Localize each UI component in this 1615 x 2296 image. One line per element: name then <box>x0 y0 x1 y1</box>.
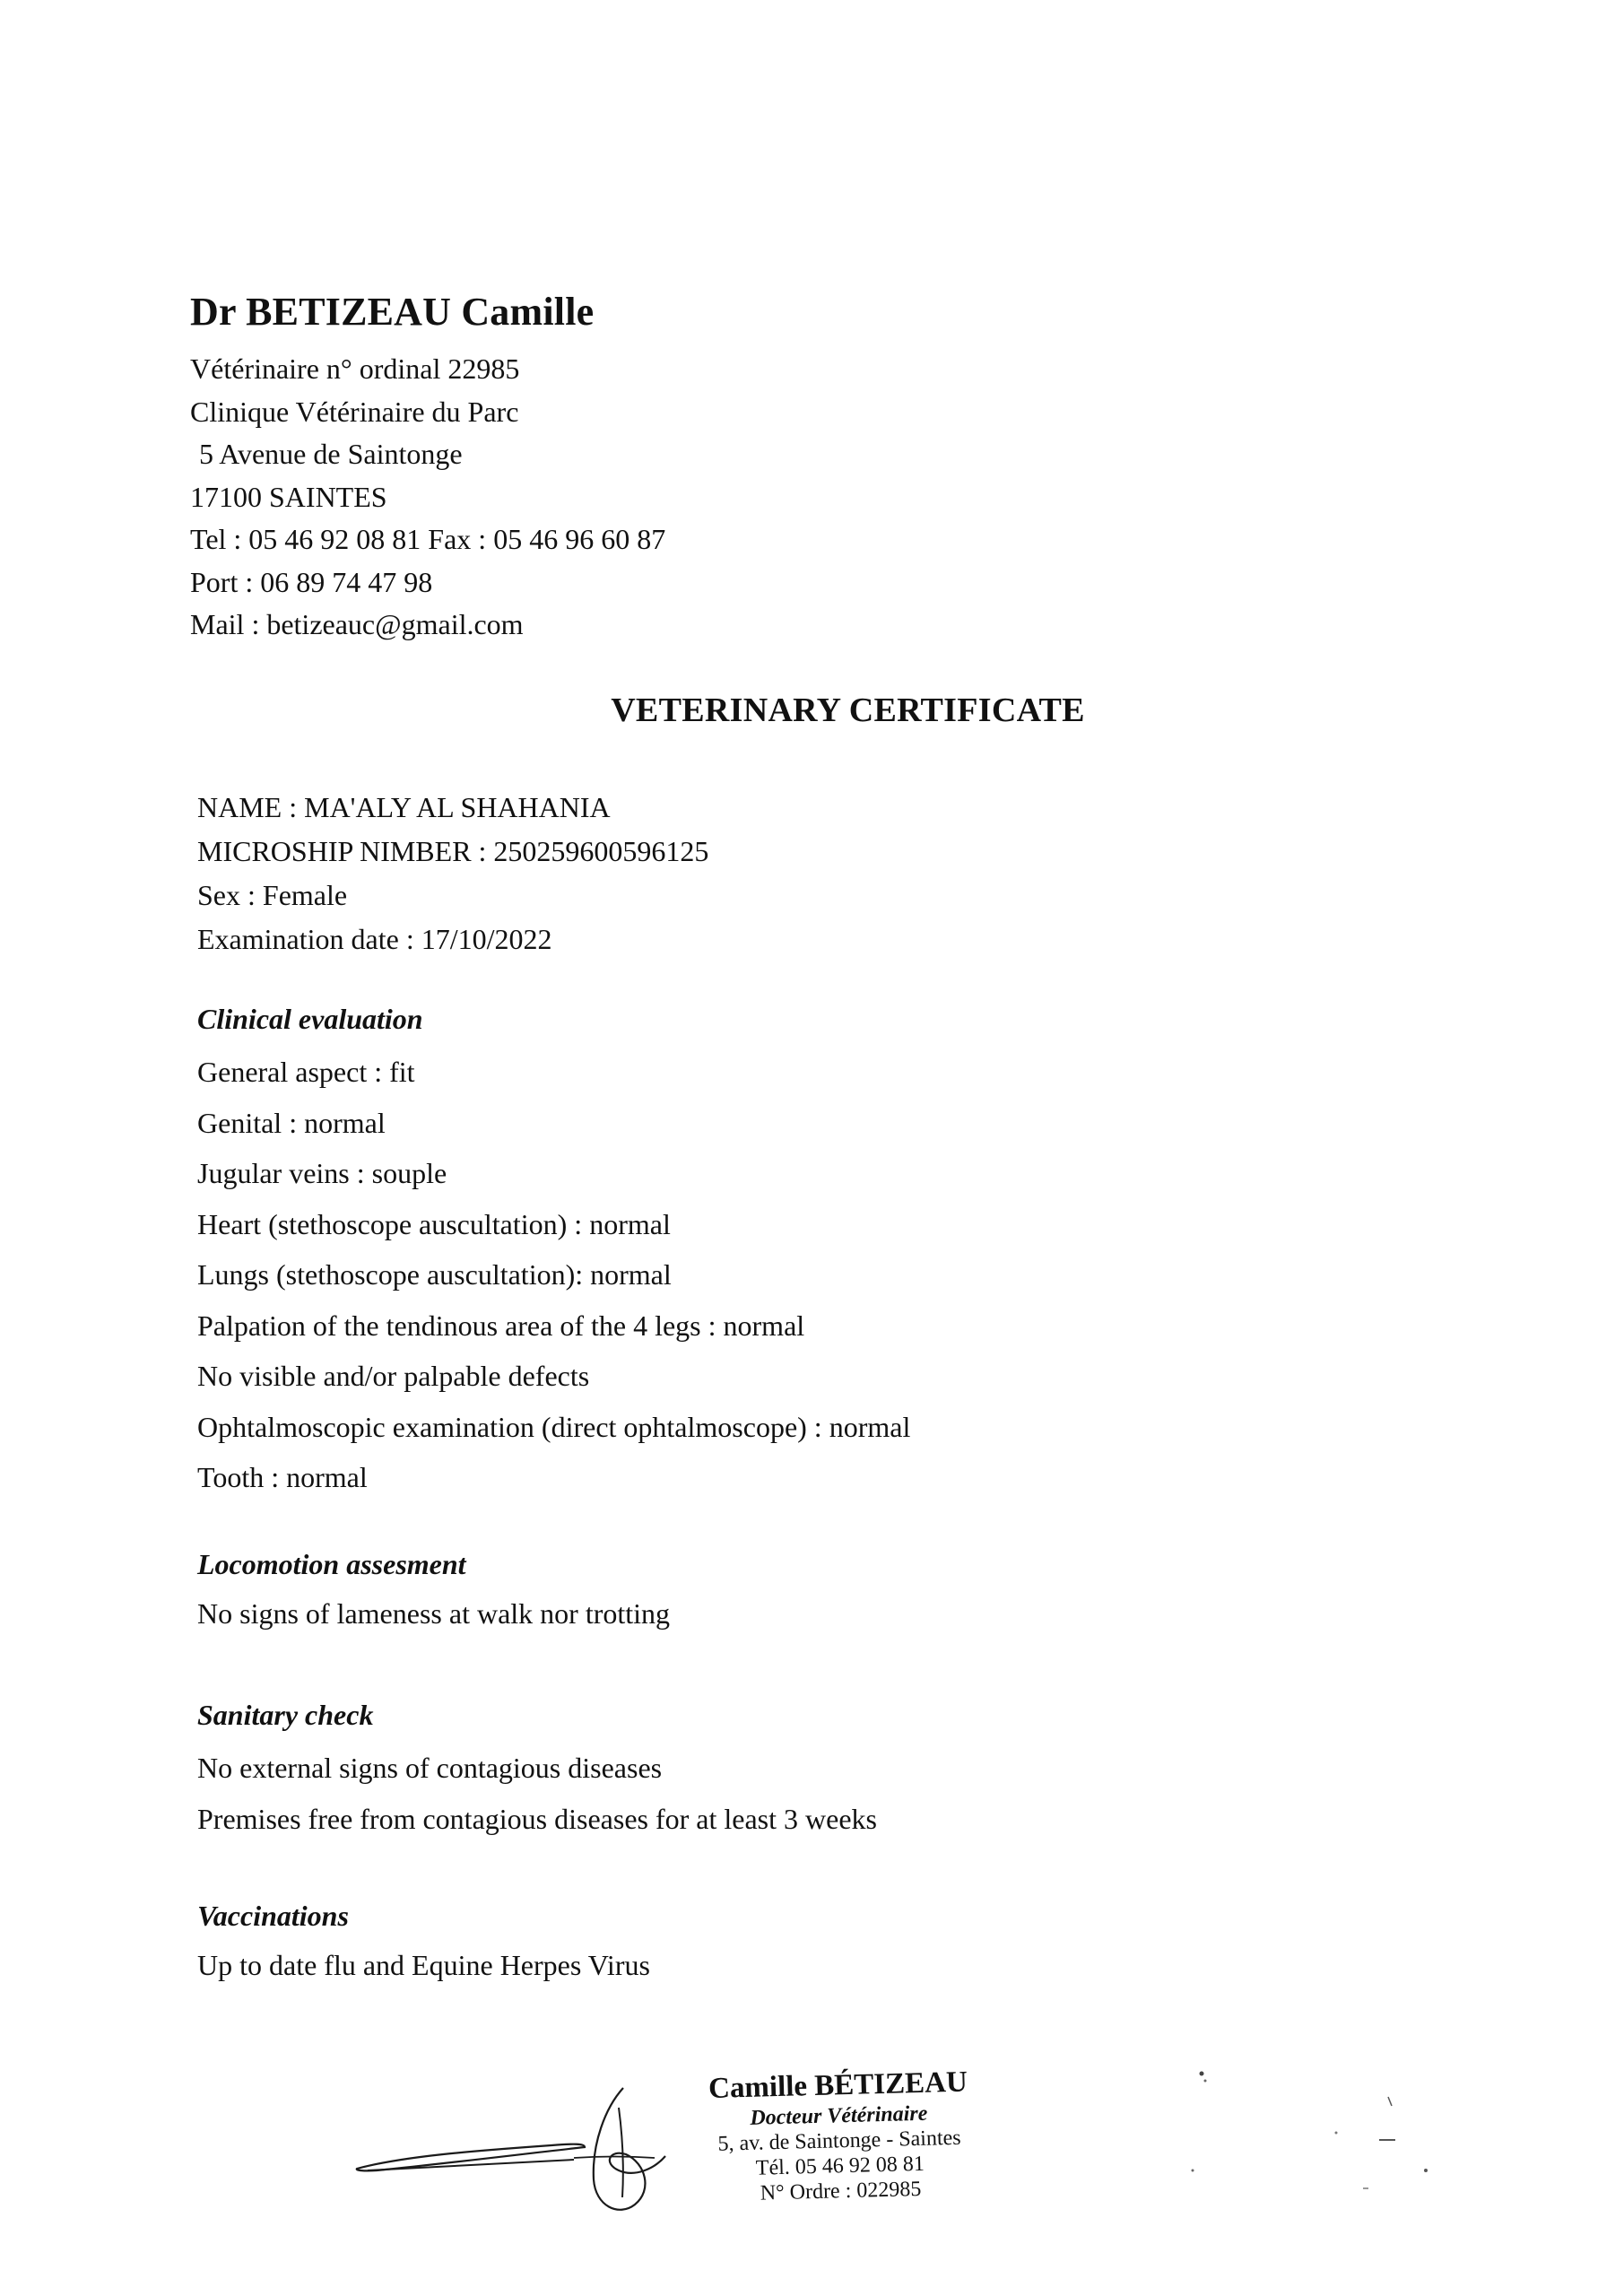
vet-stamp <box>676 2064 1003 2208</box>
clinical-section <box>197 996 1273 1503</box>
clinical-item: Tooth : normal <box>197 1461 368 1493</box>
clinical-item: General aspect : fit <box>197 1056 415 1088</box>
patient-microchip: MICROSHIP NIMBER : 250259600596125 <box>197 835 709 867</box>
stamp-name: Camille BÉTIZEAU <box>708 2066 968 2106</box>
clinical-title: Clinical evaluation <box>197 1003 423 1035</box>
stamp-role: Docteur Vétérinaire <box>750 2101 928 2130</box>
certificate-title: VETERINARY CERTIFICATE <box>611 691 1085 729</box>
clinical-item: Genital : normal <box>197 1106 386 1139</box>
locomotion-title: Locomotion assesment <box>197 1548 466 1580</box>
locomotion-section <box>197 1542 1273 1636</box>
header-address: 5 Avenue de Saintonge <box>199 438 463 470</box>
vaccinations-item: Up to date flu and Equine Herpes Virus <box>197 1949 650 1981</box>
clinical-item: Jugular veins : souple <box>197 1157 447 1189</box>
patient-exam-date: Examination date : 17/10/2022 <box>197 923 552 955</box>
header-license: Vétérinaire n° ordinal 22985 <box>190 352 520 385</box>
clinical-item: Palpation of the tendinous area of the 4 legs : normal <box>197 1309 805 1342</box>
sanitary-item: Premises free from contagious diseases for at least 3 weeks <box>197 1802 877 1835</box>
vet-header <box>190 285 997 647</box>
sanitary-title: Sanitary check <box>197 1699 374 1731</box>
stamp-address: 5, av. de Saintonge - Saintes <box>717 2126 961 2156</box>
stamp-order-number: N° Ordre : 022985 <box>760 2177 922 2205</box>
header-city: 17100 SAINTES <box>190 480 387 513</box>
header-mobile: Port : 06 89 74 47 98 <box>190 565 433 598</box>
handwritten-signature <box>350 2081 708 2224</box>
header-phone-fax: Tel : 05 46 92 08 81 Fax : 05 46 96 60 87 <box>190 523 666 555</box>
sanitary-item: No external signs of contagious diseases <box>197 1752 663 1784</box>
patient-sex: Sex : Female <box>197 879 348 911</box>
clinical-item: No visible and/or palpable defects <box>197 1360 590 1392</box>
doctor-name: Dr BETIZEAU Camille <box>190 290 595 334</box>
scan-specks <box>1184 2054 1453 2206</box>
clinical-item: Lungs (stethoscope auscultation): normal <box>197 1258 672 1291</box>
clinical-item: Ophtalmoscopic examination (direct ophtalmoscope) : normal <box>197 1410 911 1443</box>
vaccinations-title: Vaccinations <box>197 1900 349 1932</box>
vaccinations-section <box>197 1893 1273 1987</box>
patient-name: NAME : MA'ALY AL SHAHANIA <box>197 791 611 823</box>
sanitary-section <box>197 1692 1273 1844</box>
header-clinic: Clinique Vétérinaire du Parc <box>190 395 519 428</box>
locomotion-item: No signs of lameness at walk nor trotting <box>197 1597 671 1630</box>
header-email: Mail : betizeauc@gmail.com <box>190 608 524 640</box>
clinical-item: Heart (stethoscope auscultation) : normal <box>197 1207 671 1240</box>
stamp-phone: Tél. 05 46 92 08 81 <box>755 2152 925 2180</box>
patient-info <box>197 786 1273 961</box>
